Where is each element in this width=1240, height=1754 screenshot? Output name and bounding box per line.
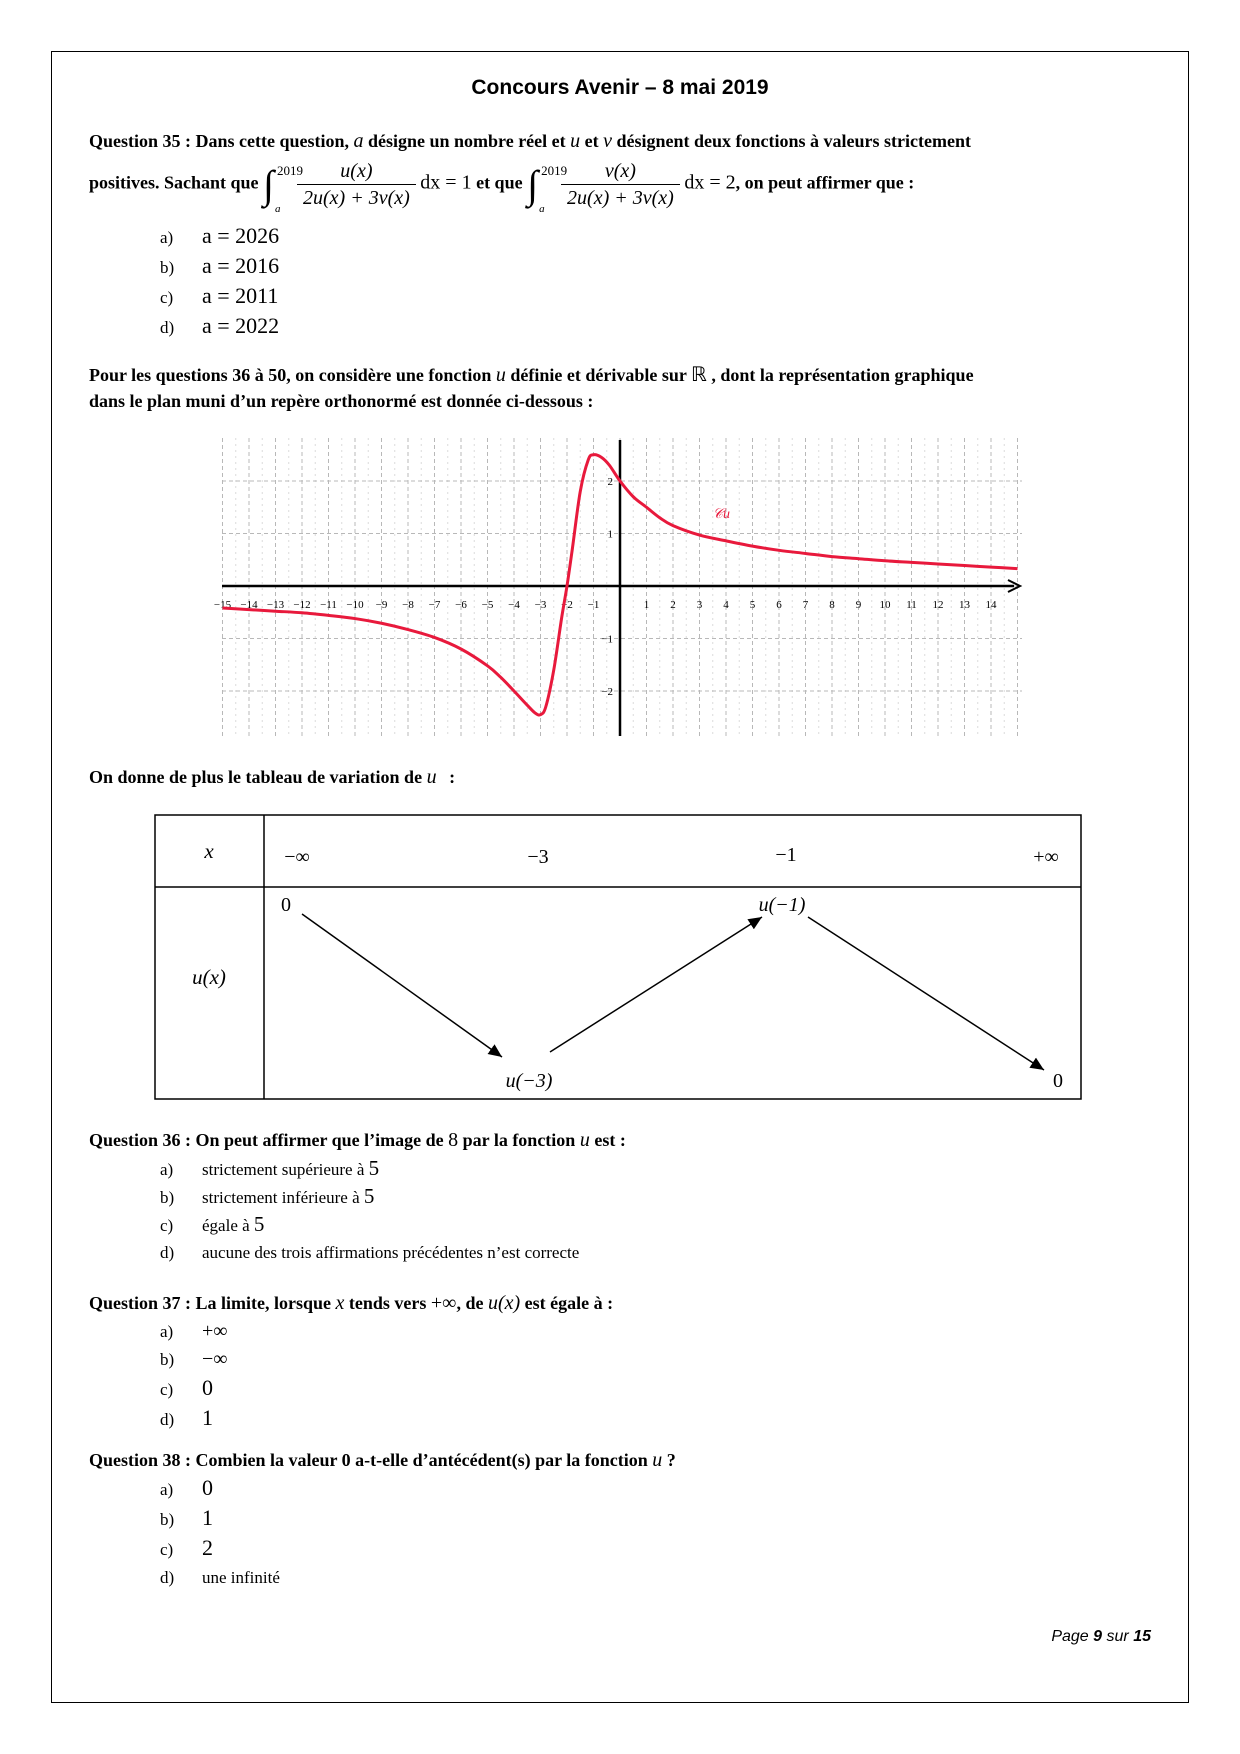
integral-upper: 2019 xyxy=(277,162,304,178)
row-label-ux: u(x) xyxy=(192,965,226,989)
option-text: 1 xyxy=(202,1405,213,1430)
context-text-c: , dont la représentation graphique xyxy=(711,365,974,385)
q35-eq2: dx = 2 xyxy=(684,171,736,194)
q36-prompt xyxy=(89,1127,626,1153)
q35-end: , on peut affirmer que : xyxy=(735,172,915,193)
sur-word: sur xyxy=(1106,1628,1129,1645)
q36-text-c: est : xyxy=(594,1130,626,1150)
option-text: 1 xyxy=(202,1505,213,1530)
x-tick-label: 11 xyxy=(906,599,917,611)
total-pages: 15 xyxy=(1133,1628,1151,1645)
number-8: 8 xyxy=(448,1129,459,1151)
page-title: Concours Avenir – 8 mai 2019 xyxy=(471,76,769,99)
var-u: u xyxy=(652,1449,663,1471)
y-tick-label: −2 xyxy=(601,686,613,698)
q35-mid2: désignent deux fonctions à valeurs strictement xyxy=(616,131,972,151)
page-number xyxy=(1051,1628,1151,1646)
x-tick-label: 13 xyxy=(959,599,970,611)
reals-symbol: ℝ xyxy=(691,364,707,386)
q38-option[interactable]: c) 2 xyxy=(160,1535,213,1560)
x-tick-label: −3 xyxy=(534,599,547,611)
x-tick-label: −2 xyxy=(561,599,573,611)
q38-text-a: Question 38 : Combien la valeur 0 a-t-elle d’antécédent(s) par la fonction xyxy=(89,1450,648,1470)
q37-options xyxy=(160,1318,228,1434)
decreasing-arrow xyxy=(302,914,502,1057)
q35-and: et xyxy=(584,131,599,151)
option-text: a = 2022 xyxy=(202,313,280,338)
fraction-2 xyxy=(561,158,680,211)
x-tick-label: 6 xyxy=(776,599,782,611)
q35-eq1: dx = 1 xyxy=(420,171,472,194)
y-tick-label: −1 xyxy=(601,633,613,646)
q38-option[interactable]: d) une infinité xyxy=(160,1568,280,1587)
q38-option[interactable]: a) 0 xyxy=(160,1475,213,1500)
var-u: u xyxy=(495,364,506,386)
option-text: 0 xyxy=(202,1475,213,1500)
q38-options xyxy=(160,1474,280,1592)
fraction-2-numerator: v(x) xyxy=(604,160,636,182)
var-a: a xyxy=(353,130,364,152)
x-tick-label: −5 xyxy=(481,599,494,611)
decreasing-arrow xyxy=(808,917,1044,1070)
current-page: 9 xyxy=(1093,1628,1103,1645)
option-text: égale à xyxy=(202,1216,250,1235)
row-label-x: x xyxy=(204,839,214,863)
variation-intro-text: On donne de plus le tableau de variation de xyxy=(89,767,423,787)
q35-line1 xyxy=(89,128,971,154)
option-text: aucune des trois affirmations précédentes n’est correcte xyxy=(202,1243,580,1262)
option-text: a = 2026 xyxy=(202,223,280,248)
start-value: 0 xyxy=(281,894,291,916)
x-tick-label: −9 xyxy=(375,599,388,611)
q37-text-b: tends vers xyxy=(348,1293,427,1313)
q35-option[interactable]: a) a = 2026 xyxy=(160,223,280,248)
q37-text-d: est égale à : xyxy=(524,1293,614,1313)
context-paragraph xyxy=(89,362,974,414)
x-value: +∞ xyxy=(1033,846,1059,868)
page-word: Page xyxy=(1051,1628,1089,1645)
q37-text-c: , de xyxy=(456,1293,484,1313)
x-tick-label: 12 xyxy=(932,599,944,611)
x-tick-label: 1 xyxy=(643,599,650,611)
option-text: 0 xyxy=(202,1375,213,1400)
q35-option[interactable]: c) a = 2011 xyxy=(160,283,279,308)
variation-table xyxy=(154,814,1082,1100)
option-value: 5 xyxy=(368,1156,380,1180)
q37-prompt xyxy=(89,1290,613,1316)
q35-mid1: désigne un nombre réel et xyxy=(368,131,566,151)
option-text: strictement inférieure à xyxy=(202,1188,360,1207)
q36-option[interactable]: a) strictement supérieure à 5 xyxy=(160,1156,380,1180)
q37-text-a: Question 37 : La limite, lorsque xyxy=(89,1293,331,1313)
x-tick-label: 14 xyxy=(985,599,997,611)
x-value: −1 xyxy=(775,844,797,866)
x-tick-label: 8 xyxy=(829,599,835,611)
q35-line2 xyxy=(89,158,915,215)
q38-text-b: ? xyxy=(666,1450,676,1470)
function-graph xyxy=(213,438,1022,736)
max-value: u(−1) xyxy=(758,894,806,916)
q37-option[interactable]: a) +∞ xyxy=(160,1320,228,1342)
end-value: 0 xyxy=(1053,1070,1063,1092)
fraction-1-numerator: u(x) xyxy=(340,160,373,182)
context-text-a: Pour les questions 36 à 50, on considère une fonction xyxy=(89,365,492,385)
x-tick-label: 4 xyxy=(723,599,729,611)
q36-option[interactable]: b) strictement inférieure à 5 xyxy=(160,1184,375,1208)
y-tick-label: 2 xyxy=(607,476,613,488)
option-value: 5 xyxy=(363,1184,375,1208)
x-tick-label: −7 xyxy=(428,599,441,611)
fraction-1 xyxy=(297,158,416,211)
x-tick-label: −14 xyxy=(240,599,258,611)
q35-line2-start: positives. Sachant que xyxy=(89,172,259,193)
q36-text-b: par la fonction xyxy=(462,1130,576,1150)
x-tick-label: −11 xyxy=(320,599,337,611)
x-value: −3 xyxy=(527,846,549,868)
increasing-arrow xyxy=(550,917,762,1052)
option-value: 5 xyxy=(253,1212,265,1236)
curve-label: 𝒞u xyxy=(712,506,730,522)
var-u: u xyxy=(426,766,437,788)
x-tick-label: 3 xyxy=(696,599,703,611)
var-v: v xyxy=(603,130,613,152)
option-text: a = 2016 xyxy=(202,253,280,278)
q38-prompt xyxy=(89,1447,676,1473)
q36-option[interactable]: c) égale à 5 xyxy=(160,1212,265,1236)
context-line2: dans le plan muni d’un repère orthonormé est donnée ci-dessous : xyxy=(89,391,594,411)
option-text: 2 xyxy=(202,1535,213,1560)
var-x: x xyxy=(335,1292,345,1314)
option-text: une infinité xyxy=(202,1568,280,1587)
option-text: strictement supérieure à xyxy=(202,1160,365,1179)
option-text: a = 2011 xyxy=(202,283,279,308)
option-text: +∞ xyxy=(202,1320,228,1342)
x-value: −∞ xyxy=(284,846,310,868)
integral-2: ∫ 2019 a xyxy=(527,162,538,207)
x-tick-label: 9 xyxy=(855,599,862,611)
min-value: u(−3) xyxy=(505,1070,553,1092)
var-u: u xyxy=(579,1129,590,1151)
q35-intro: Question 35 : Dans cette question, xyxy=(89,131,349,151)
integral-lower: a xyxy=(275,202,281,215)
q35-option[interactable]: d) a = 2022 xyxy=(160,313,280,338)
integral-upper: 2019 xyxy=(541,162,568,178)
variation-intro xyxy=(89,764,455,790)
x-tick-label: 10 xyxy=(879,599,891,611)
q35-option[interactable]: b) a = 2016 xyxy=(160,253,280,278)
q36-option[interactable]: d) aucune des trois affirmations précédentes n’est correcte xyxy=(160,1243,580,1262)
x-tick-label: 7 xyxy=(802,599,809,611)
q36-options xyxy=(160,1155,579,1266)
fraction-2-denominator: 2u(x) + 3v(x) xyxy=(561,184,680,211)
x-tick-label: −1 xyxy=(587,599,600,611)
integral-lower: a xyxy=(539,202,545,215)
option-text: −∞ xyxy=(202,1348,228,1370)
q37-option[interactable]: b) −∞ xyxy=(160,1348,228,1370)
x-tick-label: 2 xyxy=(670,599,676,611)
x-tick-label: −15 xyxy=(213,599,232,611)
q35-options xyxy=(160,222,279,342)
q35-mid3: et que xyxy=(476,172,523,193)
x-tick-label: 5 xyxy=(749,599,756,611)
q38-option[interactable]: b) 1 xyxy=(160,1505,213,1530)
x-tick-label: −13 xyxy=(266,599,285,611)
q37-option[interactable]: c) 0 xyxy=(160,1375,213,1400)
y-tick-label: 1 xyxy=(607,528,613,541)
integral-1: ∫ 2019 a xyxy=(263,162,274,207)
x-tick-label: −4 xyxy=(508,599,520,611)
x-tick-label: −8 xyxy=(402,599,414,611)
plus-infinity: +∞ xyxy=(430,1292,457,1314)
context-text-b: définie et dérivable sur xyxy=(510,365,687,385)
x-tick-label: −12 xyxy=(293,599,311,611)
q36-text-a: Question 36 : On peut affirmer que l’image de xyxy=(89,1130,444,1150)
var-u: u xyxy=(570,130,581,152)
x-tick-label: −10 xyxy=(346,599,364,611)
x-tick-label: −6 xyxy=(455,599,467,611)
q37-option[interactable]: d) 1 xyxy=(160,1405,213,1430)
expr-ux: u(x) xyxy=(487,1292,521,1314)
fraction-1-denominator: 2u(x) + 3v(x) xyxy=(297,184,416,211)
colon: : xyxy=(449,767,456,787)
